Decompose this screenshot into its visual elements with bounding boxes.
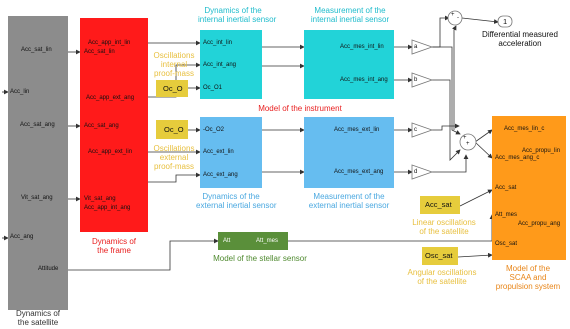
port-scaa-osc-sat: Osc_sat xyxy=(495,241,518,247)
external-measurement-caption: Measurement of the external inertial sensor xyxy=(308,192,390,211)
oscillation-external-label: Oc_O xyxy=(164,125,184,134)
oscillation-internal-label: Oc_O xyxy=(163,84,183,93)
port-acc-mes-ang-c: Acc_mes_ang_c xyxy=(495,155,540,161)
port-scaa-att-mes: Att_mes xyxy=(495,212,518,218)
port-acc-sat-ang: Acc_sat_ang xyxy=(20,122,55,128)
stellar-caption: Model of the stellar sensor xyxy=(213,254,307,263)
port-acc-mes-int-ang: Acc_mes_int_ang xyxy=(340,77,388,83)
port-acc-mes-ext-lin: Acc_mes_ext_lin xyxy=(334,127,380,133)
port-att-mes: Att_mes xyxy=(256,238,279,244)
port-scaa-acc-sat: Acc_sat xyxy=(495,185,517,191)
port-acc-app-ext-lin: Acc_app_ext_lin xyxy=(88,149,133,155)
port-att: Att xyxy=(223,238,231,244)
acc-sat-label: Acc_sat xyxy=(425,200,452,209)
port-oc-o1: Oc_O1 xyxy=(203,85,223,91)
internal-measurement-caption: Measurement of the internal inertial sensor xyxy=(310,6,390,25)
port-vit-sat-ang: Vit_sat_ang xyxy=(21,195,53,201)
port-acc-app-ext-ang: Acc_app_ext_ang xyxy=(86,95,135,101)
instrument-caption: Model of the instrument xyxy=(258,104,342,113)
acc-sat-caption: Linear oscillations of the satellite xyxy=(412,218,476,237)
port-acc-app-int-lin: Acc_app_int_lin xyxy=(88,40,131,46)
sum-sign-3: - xyxy=(457,15,459,21)
internal-sensor-caption: Dynamics of the internal inertial sensor xyxy=(198,6,277,25)
port-acc-lin: Acc_lin xyxy=(10,89,30,95)
port-acc-ext-lin: Acc_ext_lin xyxy=(203,149,234,155)
scaa-caption: Model of the SCAA and propulsion system xyxy=(495,264,561,292)
output-port-number: 1 xyxy=(503,17,508,26)
sum-sign-4: + xyxy=(466,141,470,147)
port-acc-sat-lin: Acc_sat_lin xyxy=(21,47,52,53)
port-attitude: Attitude xyxy=(38,266,59,272)
oscillation-internal-caption: Oscillations internal proof-mass xyxy=(153,51,195,79)
port-acc-propu-lin: Acc_propu_lin xyxy=(522,148,561,154)
port-acc-int-ang: Acc_int_ang xyxy=(203,62,237,68)
sum-sign-2: + xyxy=(463,135,467,141)
port-acc-app-int-ang: Acc_app_int_ang xyxy=(84,205,131,211)
output-caption: Differential measured acceleration xyxy=(482,30,558,49)
gain-d-label: d xyxy=(414,169,418,175)
port-acc-int-lin: Acc_int_lin xyxy=(203,40,233,46)
port-frame-acc-sat-ang: Acc_sat_ang xyxy=(84,123,119,129)
oscillation-external-caption: Oscillations external proof-mass xyxy=(153,144,195,172)
port-acc-ext-ang: Acc_ext_ang xyxy=(203,172,238,178)
port-acc-mes-int-lin: Acc_mes_int_lin xyxy=(340,44,384,50)
gain-a-label: a xyxy=(414,44,418,50)
external-sensor-caption: Dynamics of the external inertial sensor xyxy=(196,192,277,211)
port-acc-mes-ext-ang: Acc_mes_ext_ang xyxy=(334,169,384,175)
port-acc-propu-ang: Acc_propu_ang xyxy=(518,221,561,227)
satellite-caption: Dynamics of the satellite xyxy=(15,309,60,328)
gain-c-label: c xyxy=(414,127,417,133)
port-frame-acc-sat-lin: Acc_sat_lin xyxy=(84,49,115,55)
frame-caption: Dynamics of the frame xyxy=(91,237,136,256)
osc-sat-caption: Angular oscillations of the satellite xyxy=(407,268,477,287)
gain-b-label: b xyxy=(414,77,418,83)
port-oc-o2: -Oc_O2 xyxy=(203,127,225,133)
port-frame-vit-sat-ang: Vit_sat_ang xyxy=(84,196,116,202)
osc-sat-label: Osc_sat xyxy=(425,251,453,260)
port-acc-mes-lin-c: Acc_mes_lin_c xyxy=(504,126,545,132)
port-acc-ang: Acc_ang xyxy=(10,234,34,240)
sum-sign-1: + xyxy=(451,12,455,18)
